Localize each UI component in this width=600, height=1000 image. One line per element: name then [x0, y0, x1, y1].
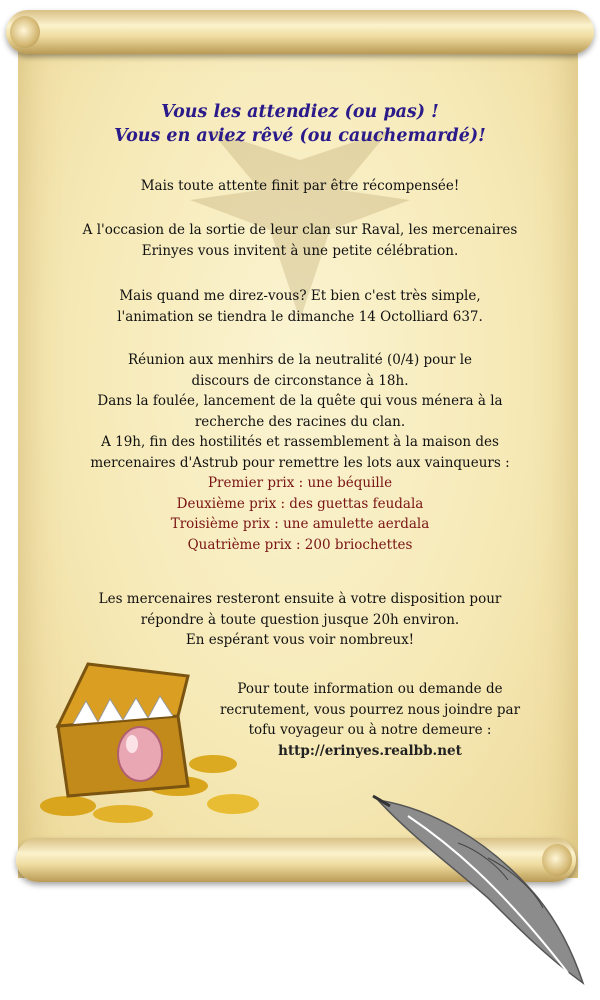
schedule-line-5: A 19h, fin des hostilités et rassemblement à la maison des: [101, 434, 499, 450]
intro-text: Mais toute attente finit par être récompensée!: [140, 178, 460, 194]
headline-line-1: Vous les attendiez (ou pas) !: [161, 102, 439, 122]
contact-line-2: recrutement, vous pourrez nous joindre par: [219, 701, 521, 718]
website-link[interactable]: http://erinyes.realbb.net: [278, 742, 462, 759]
occasion-line-2: Erinyes vous invitent à une petite célébration.: [141, 242, 459, 259]
prize-4: Quatrième prix : 200 briochettes: [187, 536, 413, 553]
closing-paragraph: [30, 589, 570, 651]
prize-3: Troisième prix : une amulette aerdala: [170, 516, 430, 532]
when-paragraph: [30, 286, 570, 327]
treasure-chest-icon: [28, 656, 268, 826]
occasion-line-1: A l'occasion de la sortie de leur clan sur Raval, les mercenaires: [82, 222, 518, 238]
headline: [30, 100, 570, 148]
schedule-line-1: Réunion aux menhirs de la neutralité (0/4) pour le: [127, 352, 473, 368]
closing-line-3: En espérant vous voir nombreux!: [185, 632, 415, 648]
schedule-line-3: Dans la foulée, lancement de la quête qui vous ménera à la: [97, 393, 503, 409]
schedule-line-4: recherche des racines du clan.: [194, 413, 406, 430]
closing-line-1: Les mercenaires resteront ensuite à votre disposition pour: [98, 591, 502, 607]
when-line-2: l'animation se tiendra le dimanche 14 Octolliard 637.: [117, 308, 483, 325]
prize-2: Deuxième prix : des guettas feudala: [176, 495, 424, 512]
schedule-line-2: discours de circonstance à 18h.: [191, 372, 409, 389]
prize-1: Premier prix : une béquille: [207, 475, 393, 491]
scroll-top-roll: [6, 10, 594, 54]
schedule-line-6: mercenaires d'Astrub pour remettre les lots aux vainqueurs :: [90, 454, 510, 471]
contact-line-3: tofu voyageur ou à notre demeure :: [248, 722, 492, 738]
occasion-paragraph: [30, 220, 570, 261]
schedule-paragraph: [30, 350, 570, 555]
contact-line-1: Pour toute information ou demande de: [237, 681, 503, 697]
headline-line-2: Vous en aviez rêvé (ou cauchemardé)!: [114, 126, 486, 146]
quill-feather-icon: [368, 788, 594, 988]
closing-line-2: répondre à toute question jusque 20h environ.: [140, 611, 460, 628]
when-line-1: Mais quand me direz-vous? Et bien c'est très simple,: [119, 288, 481, 304]
